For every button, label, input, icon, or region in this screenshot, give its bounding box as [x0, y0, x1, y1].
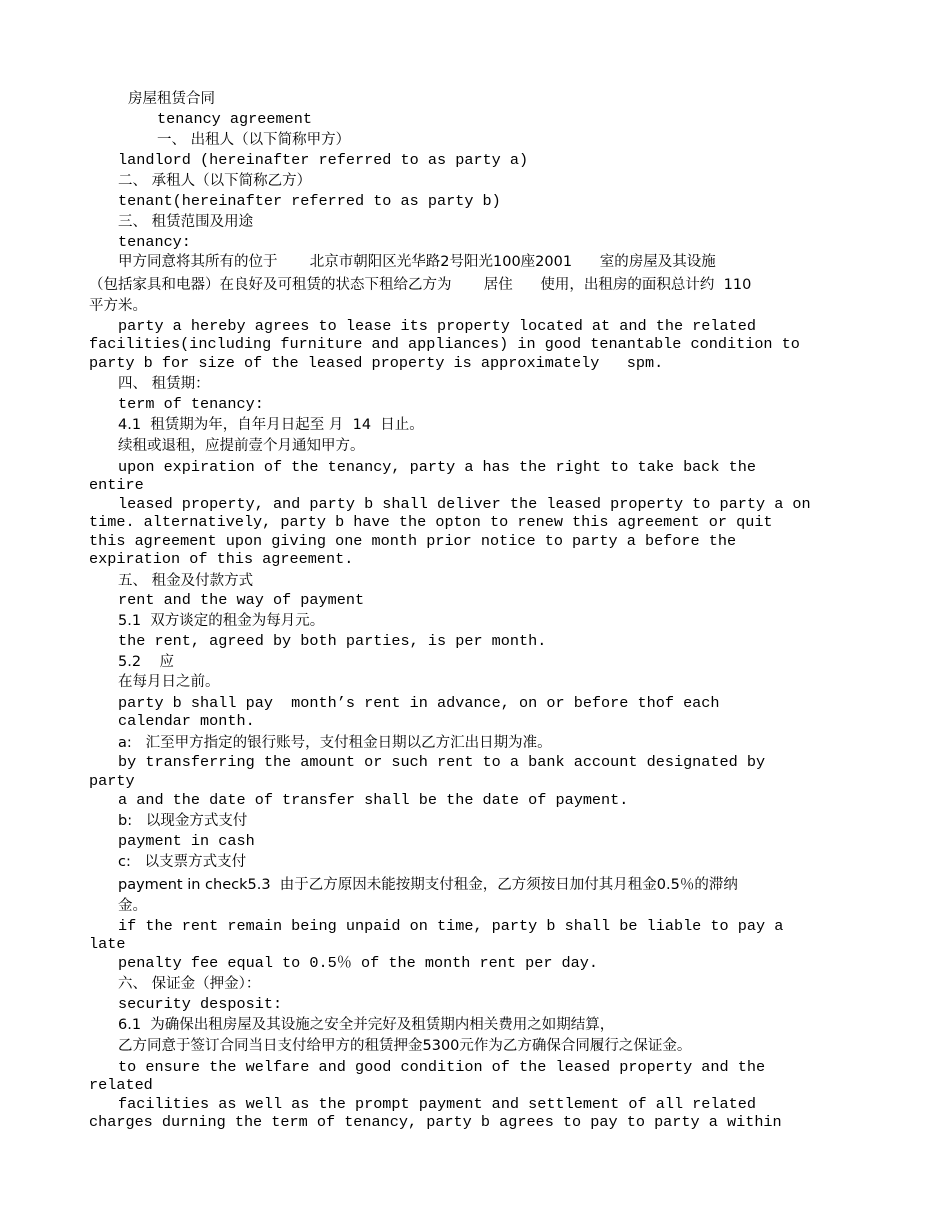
text-line: calendar month.: [118, 712, 255, 730]
text-line: 四、 租赁期：: [118, 376, 210, 392]
text-line: 5.1 双方谈定的租金为每月元。: [118, 613, 325, 629]
text-line: tenant(hereinafter referred to as party b): [118, 192, 501, 210]
text-line: b: 以现金方式支付: [118, 813, 248, 829]
text-line: 房屋租赁合同: [128, 91, 215, 107]
text-line: landlord (hereinafter referred to as party a): [118, 151, 529, 169]
text-line: time. alternatively, party b have the opton to renew this agreement or quit: [89, 513, 773, 531]
text-line: 5.2 应: [118, 654, 174, 670]
text-line: this agreement upon giving one month prior notice to party a before the: [89, 532, 737, 550]
text-line: tenancy:: [118, 233, 191, 251]
text-line: c: 以支票方式支付: [118, 854, 247, 870]
text-line: late: [89, 935, 126, 953]
text-line: by transferring the amount or such rent to a bank account designated by: [118, 753, 766, 771]
text-line: related: [89, 1076, 153, 1094]
text-line: 在每月日之前。: [118, 674, 220, 690]
text-line: rent and the way of payment: [118, 591, 365, 609]
text-line: term of tenancy:: [118, 395, 264, 413]
text-line: 三、 租赁范围及用途: [118, 214, 254, 230]
text-line: 六、 保证金（押金）：: [118, 976, 261, 992]
text-line: 平方米。: [89, 298, 147, 314]
text-line: leased property, and party b shall deliver the leased property to party a on: [118, 495, 811, 513]
text-line: payment in check5.3 由于乙方原因未能按期支付租金，乙方须按日加付其月租金0.5％的滞纳: [118, 877, 738, 893]
text-line: party b for size of the leased property is approximately spm.: [89, 354, 664, 372]
text-line: the rent, agreed by both parties, is per month.: [118, 632, 547, 650]
text-line: facilities as well as the prompt payment and settlement of all related: [118, 1095, 756, 1113]
text-line: party b shall pay month’s rent in advance, on or before thof each: [118, 694, 720, 712]
text-line: 金。: [118, 898, 147, 914]
text-line: facilities(including furniture and appliances) in good tenantable condition to: [89, 335, 800, 353]
text-line: party a hereby agrees to lease its property located at and the related: [118, 317, 756, 335]
text-line: upon expiration of the tenancy, party a has the right to take back the: [118, 458, 756, 476]
text-line: 4.1 租赁期为年，自年月日起至 月 14 日止。: [118, 417, 424, 433]
text-line: security desposit:: [118, 995, 283, 1013]
text-line: penalty fee equal to 0.5％ of the month rent per day.: [118, 954, 599, 972]
text-line: a: 汇至甲方指定的银行账号，支付租金日期以乙方汇出日期为准。: [118, 735, 552, 751]
text-line: payment in cash: [118, 832, 255, 850]
text-line: 6.1 为确保出租房屋及其设施之安全并完好及租赁期内相关费用之如期结算，: [118, 1017, 615, 1033]
text-line: entire: [89, 476, 144, 494]
text-line: charges durning the term of tenancy, party b agrees to pay to party a within: [89, 1113, 782, 1131]
text-line: to ensure the welfare and good condition of the leased property and the: [118, 1058, 766, 1076]
text-line: 五、 租金及付款方式: [118, 573, 254, 589]
text-line: 一、 出租人（以下简称甲方）: [157, 132, 351, 148]
text-line: （包括家具和电器）在良好及可租赁的状态下租给乙方为 居住 使用，出租房的面积总计约 110: [89, 277, 752, 293]
text-line: tenancy agreement: [157, 110, 312, 128]
text-line: 续租或退租，应提前壹个月通知甲方。: [118, 438, 365, 454]
text-line: a and the date of transfer shall be the date of payment.: [118, 791, 629, 809]
text-line: 甲方同意将其所有的位于 北京市朝阳区光华路2号阳光100座2001 室的房屋及其设施: [118, 254, 716, 270]
text-line: if the rent remain being unpaid on time, party b shall be liable to pay a: [118, 917, 784, 935]
text-line: 二、 承租人（以下简称乙方）: [118, 173, 312, 189]
text-line: 乙方同意于签订合同当日支付给甲方的租赁押金5300元作为乙方确保合同履行之保证金。: [118, 1038, 692, 1054]
text-line: expiration of this agreement.: [89, 550, 354, 568]
text-line: party: [89, 772, 135, 790]
